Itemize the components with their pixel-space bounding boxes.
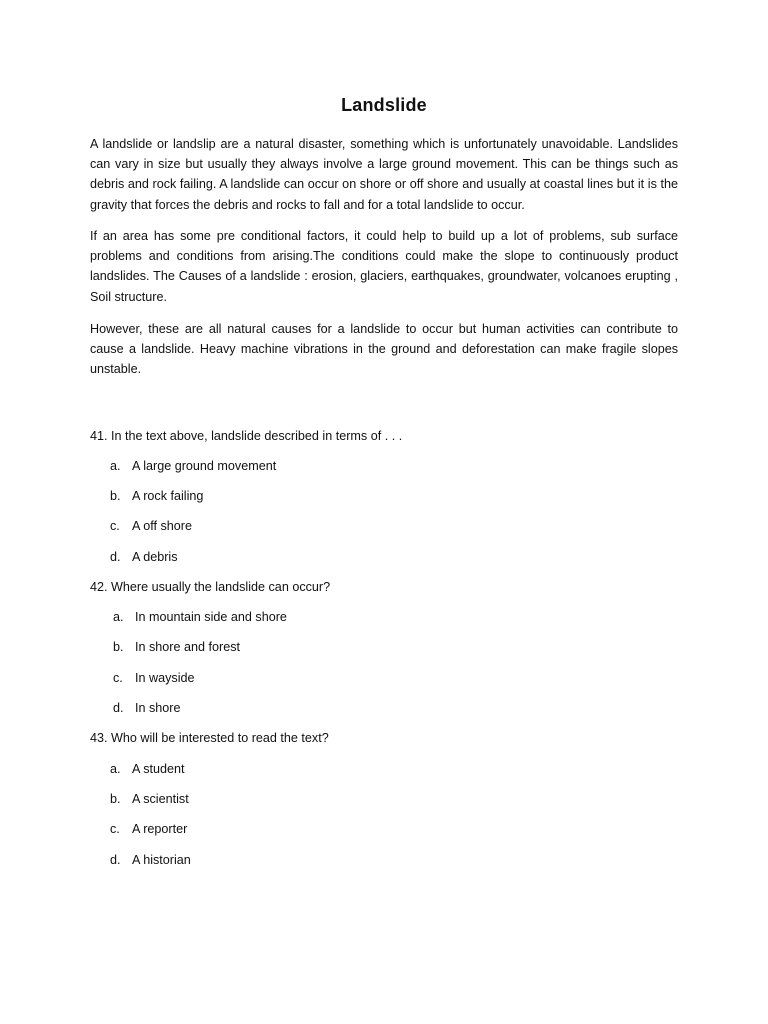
option-text: A historian: [132, 853, 191, 867]
option-letter: a.: [113, 610, 124, 624]
option-43-b: [110, 791, 189, 807]
option-43-a: [110, 761, 185, 777]
option-text: In shore and forest: [135, 640, 241, 654]
option-letter: b.: [110, 489, 121, 503]
question-42: 42. Where usually the landslide can occur?: [90, 580, 331, 594]
paragraph-2: If an area has some pre conditional factors, it could help to build up a lot of problems, sub surface problems and conditions from arising.The conditions could make the slope to continuously product landslides. The Causes of a landslide : erosion, glaciers, earthquakes, groundwater, volcanoes erupting , Soil structure.: [90, 229, 678, 304]
option-text: In mountain side and shore: [135, 610, 287, 624]
option-letter: a.: [110, 459, 121, 473]
option-text: A student: [132, 762, 185, 776]
option-letter: d.: [110, 550, 121, 564]
paragraph-3: However, these are all natural causes for a landslide to occur but human activities can contribute to cause a landslide. Heavy machine vibrations in the ground and deforestation can make fragile slopes unstable.: [90, 322, 678, 377]
option-text: A reporter: [132, 822, 188, 836]
question-43: 43. Who will be interested to read the text?: [90, 731, 329, 745]
option-text: In wayside: [135, 671, 195, 685]
option-text: A off shore: [132, 519, 192, 533]
option-text: A debris: [132, 550, 178, 564]
option-letter: c.: [113, 671, 123, 685]
option-letter: d.: [110, 853, 121, 867]
option-42-b: [113, 639, 240, 655]
option-41-d: [110, 549, 178, 565]
option-42-a: [113, 609, 287, 625]
option-text: A rock failing: [132, 489, 204, 503]
option-letter: b.: [113, 640, 124, 654]
paragraph-1: A landslide or landslip are a natural disaster, something which is unfortunately unavoidable. Landslides can vary in size but usually they always involve a large ground movement. This can be things such as debris and rock failing. A landslide can occur on shore or off shore and usually at coastal lines but it is the gravity that forces the debris and rocks to fall and for a total landslide to occur.: [90, 137, 678, 212]
option-letter: c.: [110, 822, 120, 836]
option-43-c: [110, 821, 187, 837]
option-text: A large ground movement: [132, 459, 277, 473]
option-letter: d.: [113, 701, 124, 715]
option-text: In shore: [135, 701, 181, 715]
option-letter: a.: [110, 762, 121, 776]
option-42-c: [113, 670, 195, 686]
option-letter: b.: [110, 792, 121, 806]
option-42-d: [113, 700, 181, 716]
option-43-d: [110, 852, 191, 868]
option-letter: c.: [110, 519, 120, 533]
option-text: A scientist: [132, 792, 189, 806]
option-41-a: [110, 458, 276, 474]
option-41-c: [110, 518, 192, 534]
question-41: 41. In the text above, landslide described in terms of . . .: [90, 429, 403, 443]
document-title: Landslide: [341, 95, 427, 115]
option-41-b: [110, 488, 203, 504]
